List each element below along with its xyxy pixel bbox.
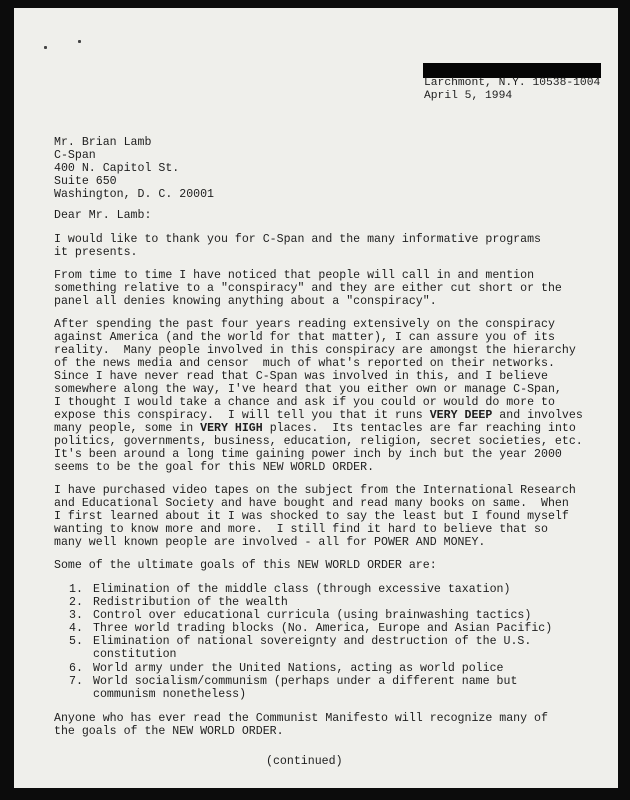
- continued-note: (continued): [266, 755, 343, 768]
- letter-page: [14, 8, 618, 788]
- goal-text: Three world trading blocks (No. America, Europe and Asian Pacific): [93, 622, 553, 635]
- paragraph-line: I thought I would take a chance and ask if you could or would do more to: [54, 396, 555, 409]
- stray-mark: [78, 40, 81, 43]
- paragraph-line: against America (and the world for that matter), I can assure you of its: [54, 331, 555, 344]
- stray-mark: [44, 46, 47, 49]
- paragraph-line: politics, governments, business, education, religion, secret societies, etc.: [54, 435, 583, 448]
- paragraph-line: seems to be the goal for this NEW WORLD ORDER.: [54, 461, 375, 474]
- recipient-name: Mr. Brian Lamb: [54, 136, 152, 149]
- recipient-street: 400 N. Capitol St.: [54, 162, 180, 175]
- goal-text: constitution: [93, 648, 177, 661]
- goal-text: World army under the United Nations, acting as world police: [93, 662, 504, 675]
- recipient-org: C-Span: [54, 149, 96, 162]
- redaction-bar: [423, 63, 601, 78]
- paragraph-line: Since I have never read that C-Span was involved in this, and I believe: [54, 370, 548, 383]
- goal-number: 7.: [69, 675, 83, 688]
- salutation: Dear Mr. Lamb:: [54, 209, 152, 222]
- sender-address: Larchmont, N.Y. 10538-1004: [424, 77, 601, 89]
- letter-date: April 5, 1994: [424, 90, 513, 102]
- emphasis-very-high: VERY HIGH: [200, 422, 263, 435]
- goal-number: 5.: [69, 635, 83, 648]
- paragraph-line: [54, 422, 576, 436]
- paragraph-line: I first learned about it I was shocked to say the least but I found myself: [54, 510, 569, 523]
- text-run: expose this conspiracy. I will tell you that it runs: [54, 409, 430, 422]
- recipient-suite: Suite 650: [54, 175, 117, 188]
- goal-text: communism nonetheless): [93, 688, 247, 701]
- goal-text: Control over educational curricula (using brainwashing tactics): [93, 609, 532, 622]
- paragraph-line: wanting to know more and more. I still find it hard to believe that so: [54, 523, 548, 536]
- paragraph-line: reality. Many people involved in this conspiracy are amongst the hierarchy: [54, 344, 576, 357]
- paragraph-line: After spending the past four years reading extensively on the conspiracy: [54, 318, 555, 331]
- paragraph-line: I have purchased video tapes on the subject from the International Research: [54, 484, 576, 497]
- paragraph-line: From time to time I have noticed that people will call in and mention: [54, 269, 535, 282]
- text-run: places. Its tentacles are far reaching into: [262, 422, 576, 435]
- paragraph-line: many well known people are involved - all for POWER AND MONEY.: [54, 536, 486, 549]
- closing-line: the goals of the NEW WORLD ORDER.: [54, 725, 284, 738]
- goal-text: Redistribution of the wealth: [93, 596, 288, 609]
- recipient-city: Washington, D. C. 20001: [54, 188, 215, 201]
- paragraph-line: It's been around a long time gaining power inch by inch but the year 2000: [54, 448, 562, 461]
- goal-number: 4.: [69, 622, 83, 635]
- goal-text: Elimination of national sovereignty and destruction of the U.S.: [93, 635, 532, 648]
- paragraph-line: [54, 409, 583, 423]
- paragraph-line: Some of the ultimate goals of this NEW WORLD ORDER are:: [54, 559, 437, 572]
- paragraph-line: something relative to a "conspiracy" and they are either cut short or the: [54, 282, 562, 295]
- goal-number: 2.: [69, 596, 83, 609]
- emphasis-very-deep: VERY DEEP: [429, 409, 493, 422]
- text-run: many people, some in: [54, 422, 201, 435]
- goal-text: Elimination of the middle class (through excessive taxation): [93, 583, 511, 596]
- paragraph-line: and Educational Society and have bought and read many books on same. When: [54, 497, 569, 510]
- goal-number: 3.: [69, 609, 83, 622]
- paragraph-line: somewhere along the way, I've heard that you either own or manage C-Span,: [54, 383, 562, 396]
- goal-number: 6.: [69, 662, 83, 675]
- paragraph-line: I would like to thank you for C-Span and the many informative programs: [54, 233, 542, 246]
- paragraph-line: it presents.: [54, 246, 138, 259]
- goal-text: World socialism/communism (perhaps under a different name but: [93, 675, 518, 688]
- paragraph-line: of the news media and censor much of what's reported on their networks.: [54, 357, 555, 370]
- text-run: and involves: [492, 409, 583, 422]
- closing-line: Anyone who has ever read the Communist Manifesto will recognize many of: [54, 712, 548, 725]
- goal-number: 1.: [69, 583, 83, 596]
- paragraph-line: panel all denies knowing anything about a "conspiracy".: [54, 295, 437, 308]
